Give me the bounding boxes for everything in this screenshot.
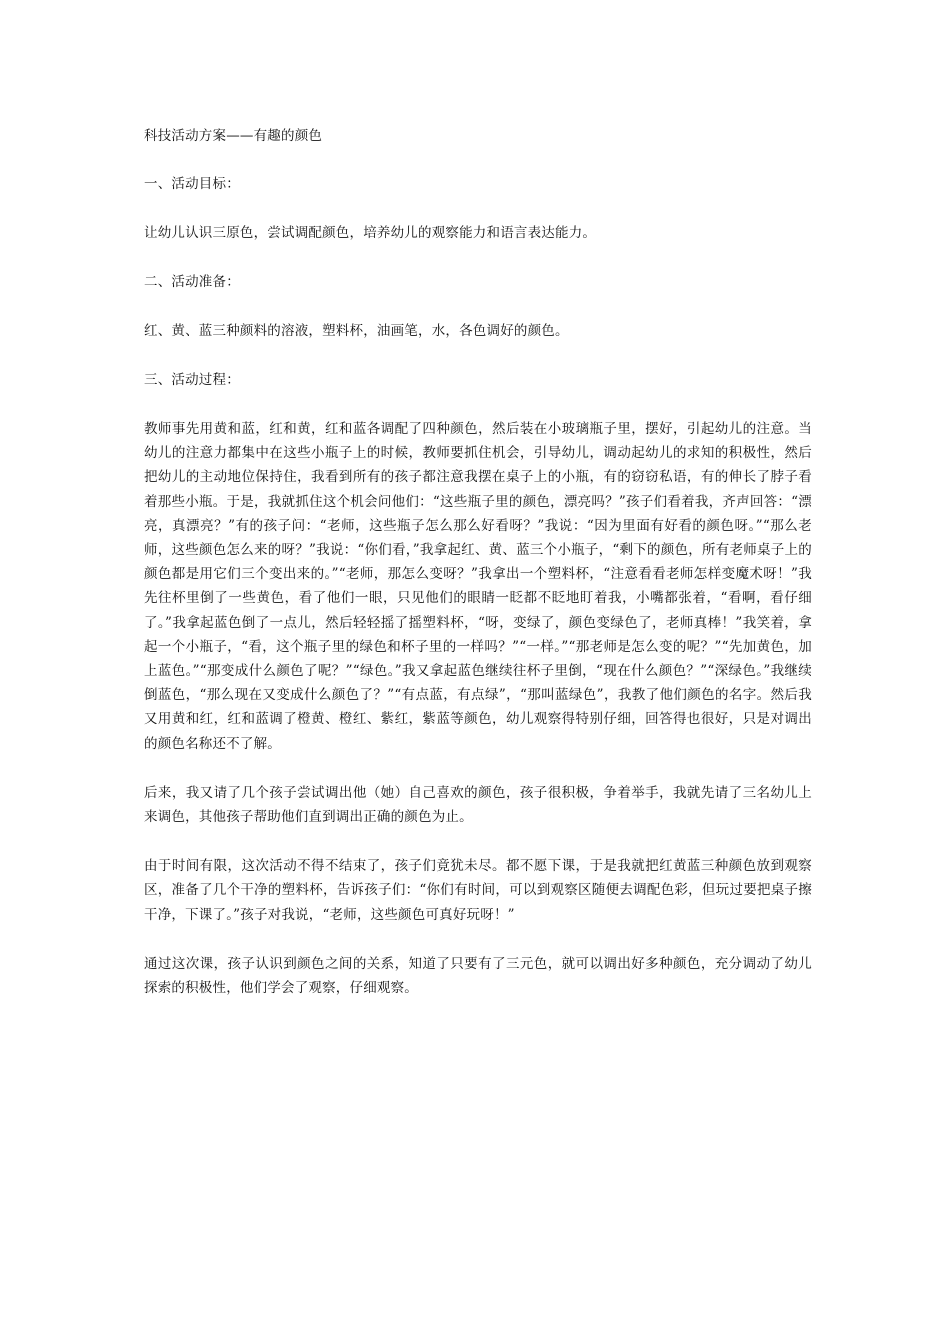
- section-text-goals: 让幼儿认识三原色，尝试调配颜色，培养幼儿的观察能力和语言表达能力。: [144, 225, 597, 241]
- section-text-preparation: 红、黄、蓝三种颜料的溶液，塑料杯，油画笔，水，各色调好的颜色。: [144, 323, 569, 339]
- section-heading-preparation: 二、活动准备：: [144, 274, 240, 290]
- process-paragraph-2: 后来，我又请了几个孩子尝试调出他（她）自己喜欢的颜色，孩子很积极，争着举手，我就先请了三名幼儿上来调色，其他孩子帮助他们直到调出正确的颜色为止。: [144, 784, 812, 826]
- section-heading-goals: 一、活动目标：: [144, 176, 240, 192]
- conclusion-paragraph: 通过这次课，孩子认识到颜色之间的关系，知道了只要有了三元色，就可以调出好多种颜色，充分调动了幼儿探索的积极性，他们学会了观察，仔细观察。: [144, 955, 812, 997]
- section-heading-process: 三、活动过程：: [144, 372, 240, 388]
- document-body: [144, 124, 812, 1000]
- process-paragraph-1: 教师事先用黄和蓝，红和黄，红和蓝各调配了四种颜色，然后装在小玻璃瓶子里，摆好，引起幼儿的注意。当幼儿的注意力都集中在这些小瓶子上的时候，教师要抓住机会，引导幼儿，调动起幼儿的求知的积极性，然后把幼儿的主动地位保持住，我看到所有的孩子都注意我摆在桌子上的小瓶，有的窃窃私语，有的伸长了脖子看着那些小瓶。于是，我就抓住这个机会问他们：“这些瓶子里的颜色，漂亮吗？”孩子们看着我，齐声回答：“漂亮，真漂亮？”有的孩子问：“老师，这些瓶子怎么那么好看呀？”我说：“因为里面有好看的颜色呀。”“那么老师，这些颜色怎么来的呀？”我说：“你们看，”我拿起红、黄、蓝三个小瓶子，“剩下的颜色，所有老师桌子上的颜色都是用它们三个变出来的。”“老师，那怎么变呀？”我拿出一个塑料杯，“注意看看老师怎样变魔术呀！”我先往杯里倒了一些黄色，看了他们一眼，只见他们的眼睛一眨都不眨地盯着我，小嘴都张着，“看啊，看仔细了。”我拿起蓝色倒了一点儿，然后轻轻摇了摇塑料杯，“呀，变绿了，颜色变绿色了，老师真棒！”我笑着，拿起一个小瓶子，“看，这个瓶子里的绿色和杯子里的一样吗？”“一样。”“那老师是怎么变的呢？”“先加黄色，加上蓝色。”“那变成什么颜色了呢？”“绿色。”我又拿起蓝色继续往杯子里倒，“现在什么颜色？”“深绿色。”我继续倒蓝色，“那么现在又变成什么颜色了？”“有点蓝，有点绿”，“那叫蓝绿色”，我教了他们颜色的名字。然后我又用黄和红，红和蓝调了橙黄、橙红、紫红，紫蓝等颜色，幼儿观察得特别仔细，回答得也很好，只是对调出的颜色名称还不了解。: [144, 421, 812, 752]
- document-title: 科技活动方案——有趣的颜色: [144, 128, 323, 144]
- process-paragraph-3: 由于时间有限，这次活动不得不结束了，孩子们竟犹未尽。都不愿下课，于是我就把红黄蓝三种颜色放到观察区，准备了几个干净的塑料杯，告诉孩子们：“你们有时间，可以到观察区随便去调配色彩，但玩过要把桌子擦干净，下课了。”孩子对我说，“老师，这些颜色可真好玩呀！”: [144, 858, 812, 923]
